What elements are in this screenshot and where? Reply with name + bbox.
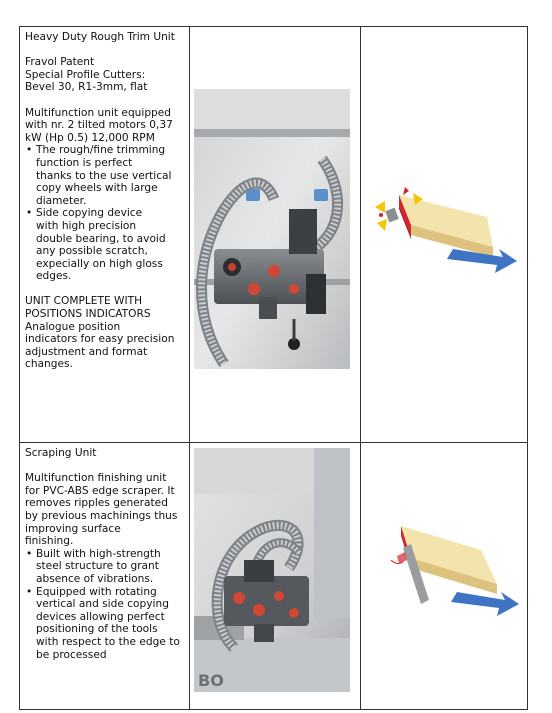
bullet-line: function is perfect [36,156,133,169]
rough-trim-diagram-icon [375,187,517,277]
bullet-line: devices allowing perfect [36,610,165,623]
scraping-diagram-icon [381,526,521,616]
rough-trim-title: Heavy Duty Rough Trim Unit [25,31,175,43]
rough-trim-diagram-cell [360,27,527,443]
bullet-line: be processed [36,648,107,661]
bullet-line: vertical and side copying [36,598,169,611]
bullet-line: steel structure to grant [36,560,159,573]
bullet-line: • Built with high-strength [36,547,161,560]
rough-trim-closing-line: adjustment and format [25,345,148,358]
scraping-unit-photo [194,448,350,692]
spec-table [19,26,528,710]
row-scraping-unit [20,443,528,710]
rough-trim-closing-line: indicators for easy precision [25,333,175,346]
rough-trim-subtitle-line: Fravol Patent [25,56,95,69]
bullet-item [25,548,185,586]
scraping-intro-line: Multifunction finishing unit [25,472,167,485]
rough-trim-subtitle-line: Special Profile Cutters: [25,68,146,81]
scraping-bullet-list [25,548,185,661]
rough-trim-closing-line: POSITIONS INDICATORS [25,308,151,321]
photo-lettering: BO [198,671,225,690]
bullet-line: • Equipped with rotating [36,585,157,598]
rough-trim-photo-cell [190,27,360,443]
scraping-intro-line: for PVC-ABS edge scraper. It [25,484,175,497]
bullet-line: copy wheels with large [36,182,158,195]
bullet-line: with high precision [36,219,137,232]
rough-trim-bullet-list [25,144,185,283]
bullet-line: • The rough/fine trimming [36,144,166,157]
scraping-intro-line: finishing. [25,535,74,548]
bullet-line: with respect to the edge to [36,635,180,648]
rough-trim-closing-line: UNIT COMPLETE WITH [25,295,143,308]
rough-trim-intro-line: kW (Hp 0.5) 12,000 RPM [25,131,155,144]
bullet-line: double bearing, to avoid [36,232,166,245]
bullet-line: expecially on high gloss [36,257,163,270]
scraping-description-cell [20,443,190,710]
bullet-line: • Side copying device [36,207,143,220]
bullet-item [25,207,185,283]
scraping-photo-cell [190,443,360,710]
bullet-item [25,144,185,207]
rough-trim-description-cell [20,27,190,443]
scraping-intro-line: improving surface [25,522,121,535]
scraping-diagram-cell [360,443,527,710]
bullet-line: any possible scratch, [36,245,148,258]
scraping-intro-line: removes ripples generated [25,497,168,510]
bullet-line: thanks to the use vertical [36,169,172,182]
scraping-intro-line: by previous machinings thus [25,509,178,522]
rough-trim-closing-line: Analogue position [25,320,121,333]
rough-trim-subtitle-line: Bevel 30, R1-3mm, flat [25,81,148,94]
bullet-line: edges. [36,270,72,283]
scraping-title: Scraping Unit [25,447,97,459]
rough-trim-unit-photo [194,89,350,369]
rough-trim-intro-line: Multifunction unit equipped [25,106,172,119]
bullet-item [25,586,185,662]
rough-trim-closing-line: changes. [25,358,73,371]
bullet-line: diameter. [36,194,87,207]
rough-trim-intro-line: with nr. 2 tilted motors 0,37 [25,119,173,132]
bullet-line: absence of vibrations. [36,572,154,585]
row-rough-trim-unit [20,27,528,443]
bullet-line: positioning of the tools [36,623,158,636]
